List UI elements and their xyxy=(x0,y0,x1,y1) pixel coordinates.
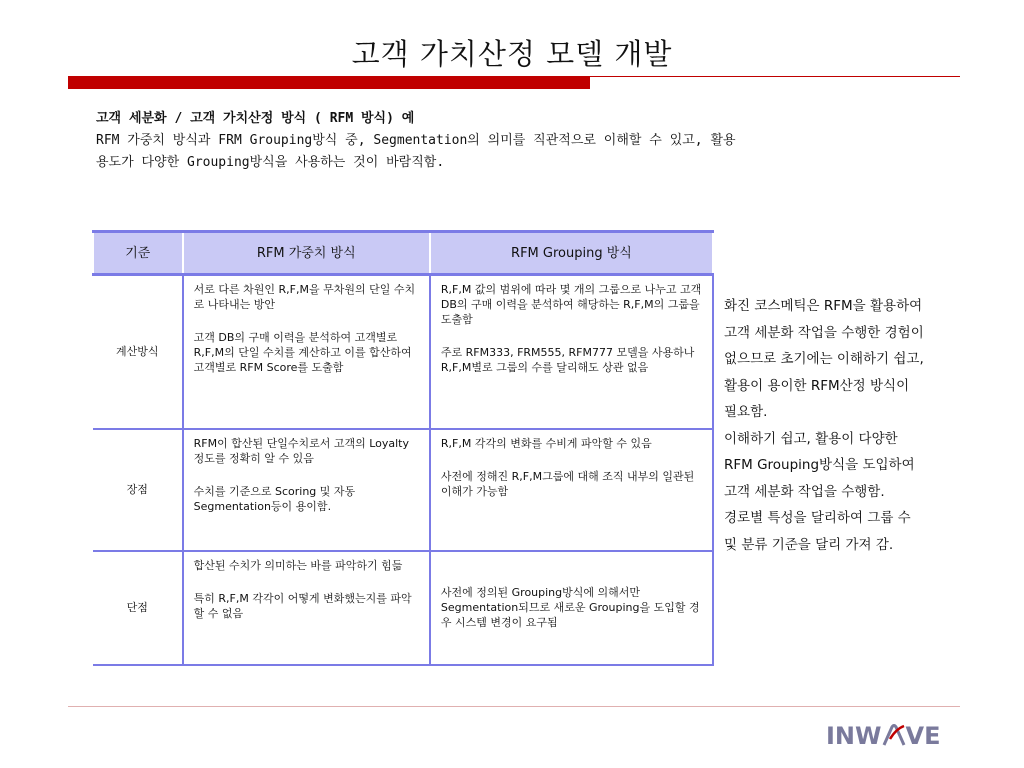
cell-text: R,F,M 값의 범위에 따라 몇 개의 그룹으로 나누고 고객DB의 구매 이력을 분석하여 해당하는 R,F,M의 그룹을 도출함 xyxy=(440,283,702,326)
cell-text: 사전에 정해진 R,F,M그룹에 대해 조직 내부의 일관된 이해가 가능함 xyxy=(440,469,695,498)
cell-text: 사전에 정의된 Grouping방식에 의해서만 Segmentation되므로 새로운 Grouping을 도입할 경우 시스템 변경이 요구됨 xyxy=(440,586,700,629)
note-line: 화진 코스메틱은 RFM을 활용하여 xyxy=(724,298,923,314)
table-row xyxy=(93,551,713,665)
row-criterion: 계산방식 xyxy=(93,275,183,429)
intro-line-2: 용도가 다양한 Grouping방식을 사용하는 것이 바람직함. xyxy=(96,155,445,170)
row-weight-cell xyxy=(183,551,430,665)
header-weight-method: RFM 가중치 방식 xyxy=(183,232,430,275)
note-line: 이해하기 쉽고, 활용이 다양한 xyxy=(724,430,898,447)
inwave-logo: INW VE xyxy=(826,722,941,750)
footer-divider-line xyxy=(68,706,960,707)
note-line: 고객 세분화 작업을 수행함. xyxy=(724,483,885,500)
row-grouping-cell xyxy=(430,551,713,665)
table-header-row xyxy=(93,232,713,275)
cell-text: R,F,M 각각의 변화를 수비게 파악할 수 있음 xyxy=(440,436,652,450)
row-criterion: 장점 xyxy=(93,429,183,551)
rfm-comparison-table xyxy=(92,230,714,666)
logo-wave-icon xyxy=(882,723,906,747)
cell-text: 고객 DB의 구매 이력을 분석하여 고객별로 R,F,M의 단일 수치를 계산하고 이를 합산하여 고객별로 RFM Score를 도출함 xyxy=(193,331,412,374)
header-grouping-method: RFM Grouping 방식 xyxy=(430,232,713,275)
row-weight-cell xyxy=(183,275,430,429)
cell-text: 서로 다른 차원인 R,F,M을 무차원의 단일 수치로 나타내는 방안 xyxy=(193,283,416,311)
cell-text: 수치를 기준으로 Scoring 및 자동 Segmentation등이 용이함. xyxy=(193,484,356,513)
note-line: 없으므로 초기에는 이해하기 쉽고, xyxy=(724,351,924,367)
intro-line-1: RFM 가중치 방식과 FRM Grouping방식 중, Segmentation의 의미를 직관적으로 이해할 수 있고, 활용 xyxy=(96,133,736,148)
note-line: 고객 세분화 작업을 수행한 경험이 xyxy=(724,324,924,341)
conclusion-note xyxy=(724,293,1004,558)
cell-text: RFM이 합산된 단일수치로서 고객의 Loyalty정도를 정확히 알 수 있음 xyxy=(193,436,410,465)
table-row xyxy=(93,429,713,551)
cell-text: 특히 R,F,M 각각이 어떻게 변화했는지를 파악할 수 없음 xyxy=(193,591,412,620)
cell-text: 합산된 수치가 의미하는 바를 파악하기 힘듦 xyxy=(193,558,403,572)
note-line: 경로별 특성을 달리하여 그룹 수 xyxy=(724,510,911,526)
header-criterion: 기준 xyxy=(93,232,183,275)
title-accent-bar xyxy=(68,77,590,89)
note-line: 활용이 용이한 RFM산정 방식이 xyxy=(724,377,910,394)
note-line: 필요함. xyxy=(724,404,768,420)
intro-text xyxy=(96,108,916,174)
cell-text: 주로 RFM333, FRM555, RFM777 모델을 사용하나 R,F,M별로 그룹의 수를 달리해도 상관 없음 xyxy=(440,346,695,374)
row-weight-cell xyxy=(183,429,430,551)
note-line: 및 분류 기준을 달리 가져 감. xyxy=(724,536,894,553)
note-line: RFM Grouping방식을 도입하여 xyxy=(724,457,915,473)
intro-heading: 고객 세분화 / 고객 가치산정 방식 ( RFM 방식) 예 xyxy=(96,111,415,126)
row-grouping-cell xyxy=(430,275,713,429)
row-grouping-cell xyxy=(430,429,713,551)
slide-title: 고객 가치산정 모델 개발 xyxy=(351,37,673,71)
table-row xyxy=(93,275,713,429)
row-criterion: 단점 xyxy=(93,551,183,665)
